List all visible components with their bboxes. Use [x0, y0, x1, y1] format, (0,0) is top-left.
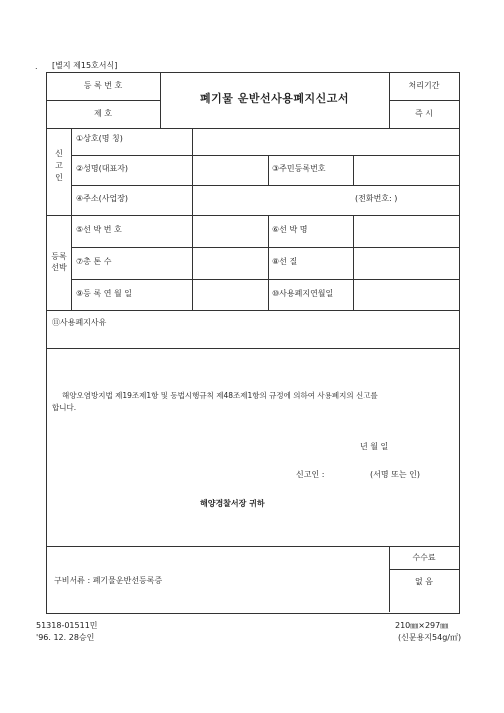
header-bottom-line: [46, 128, 459, 129]
header-mid-line-right: [389, 100, 459, 101]
middle-column-divider-2: [268, 215, 269, 310]
field-vessel-number-label: ⑤선 박 번 호: [76, 225, 122, 234]
row-line-3: [46, 215, 459, 216]
processing-period-label: 처리기간: [408, 81, 440, 90]
row-line-7: [46, 348, 459, 349]
footer-top-line: [46, 546, 459, 547]
processing-period-value: 즉 시: [415, 109, 433, 118]
field-hull-material-label: ⑧선 질: [272, 257, 298, 266]
date-line: 년 월 일: [360, 442, 389, 451]
row-line-4: [71, 247, 459, 248]
paper-size: 210㎜×297㎜: [395, 621, 449, 630]
reporter-section-label: 신 고 인: [55, 149, 63, 182]
field-vessel-name-label: ⑥선 박 명: [272, 225, 308, 234]
declaration-text-line-1: 해양오염방지법 제19조제1항 및 동법시행규칙 제48조제1항의 규정에 의하여 사용폐지의 신고를: [62, 391, 378, 400]
fee-value: 없 음: [415, 577, 433, 586]
addressee: 해양경찰서장 귀하: [200, 499, 265, 508]
middle-column-divider: [268, 155, 269, 185]
header-mid-line-left: [46, 100, 160, 101]
field-registration-date-label: ⑨등 록 연 월 일: [76, 289, 132, 298]
form-frame: [46, 72, 460, 614]
field-resident-number-label: ③주민등록번호: [272, 164, 326, 173]
declaration-text-line-2: 합니다.: [52, 403, 77, 412]
vessel-section-label: 등록 선박: [51, 252, 67, 272]
field-address-label: ④주소(사업장): [76, 194, 129, 203]
field-representative-label: ②성명(대표자): [76, 164, 129, 173]
registration-number-value: 제 호: [94, 109, 112, 118]
form-code: 51318-01511민: [36, 621, 98, 630]
registration-number-label: 등 록 번 호: [83, 81, 123, 90]
row-line-6: [46, 310, 459, 311]
reporter-signature-label: 신고인 :: [296, 470, 325, 479]
row-line-5: [71, 279, 459, 280]
right-value-divider-2: [353, 215, 354, 310]
top-dot: .: [35, 62, 38, 71]
phone-number-label: (전화번호: ): [355, 194, 398, 203]
approval-date: '96. 12. 28승인: [36, 633, 95, 642]
right-value-divider: [353, 155, 354, 185]
form-number: [별지 제15호서식]: [52, 61, 118, 70]
fee-divider: [389, 569, 459, 570]
row-line-1: [71, 155, 459, 156]
field-gross-tonnage-label: ⑦총 톤 수: [76, 257, 112, 266]
fee-label: 수수료: [412, 553, 436, 562]
signature-or-seal: (서명 또는 인): [370, 470, 420, 479]
page-title: 폐기물 운반선사용폐지신고서: [200, 92, 349, 105]
required-documents: 구비서류 : 폐기물운반선등록증: [54, 576, 163, 585]
row-line-2: [71, 185, 459, 186]
field-discontinuation-reason-label: ⑪사용폐지사유: [52, 318, 107, 327]
field-discontinuation-date-label: ⑩사용폐지연월일: [272, 289, 334, 298]
field-trade-name-label: ①상호(명 칭): [76, 134, 123, 143]
paper-spec: (신문용지54g/㎡): [398, 633, 462, 642]
